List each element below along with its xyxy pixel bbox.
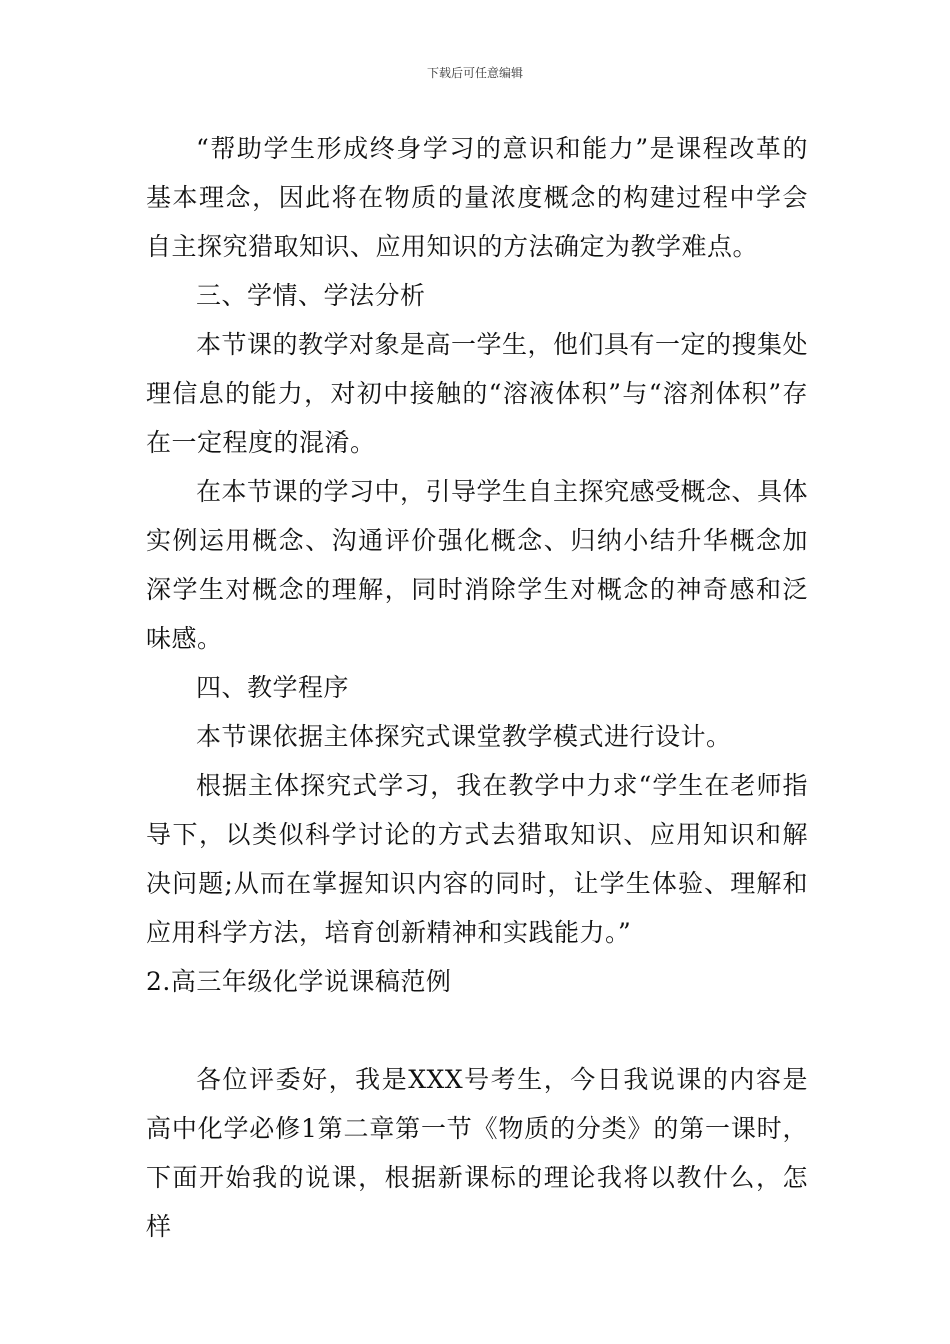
paragraph-design-mode: 本节课依据主体探究式课堂教学模式进行设计。 bbox=[196, 722, 732, 751]
paragraph-students: 本节课的教学对象是高一学生，他们具有一定的搜集处理信息的能力，对初中接触的“溶液体积”与“溶剂体积”存在一定程度的混淆。 bbox=[146, 330, 809, 457]
paragraph-guidance: 在本节课的学习中，引导学生自主探究感受概念、具体实例运用概念、沟通评价强化概念、归纳小结升华概念加深学生对概念的理解，同时消除学生对概念的神奇感和泛味感。 bbox=[146, 477, 809, 653]
section-heading-learning-analysis: 三、学情、学法分析 bbox=[196, 281, 426, 310]
paragraph-opening-speech: 各位评委好，我是XXX号考生，今日我说课的内容是高中化学必修1第二章第一节《物质的分类》的第一课时，下面开始我的说课，根据新课标的理论我将以教什么，怎样 bbox=[146, 1065, 808, 1241]
document-body bbox=[146, 124, 808, 1251]
paragraph-concept-difficulty: “帮助学生形成终身学习的意识和能力”是课程改革的基本理念，因此将在物质的量浓度概念的构建过程中学会自主探究猎取知识、应用知识的方法确定为教学难点。 bbox=[146, 134, 808, 261]
section-title-example-2: 2.高三年级化学说课稿范例 bbox=[146, 967, 452, 996]
blank-line bbox=[146, 1006, 808, 1055]
paragraph-inquiry-learning: 根据主体探究式学习，我在教学中力求“学生在老师指导下，以类似科学讨论的方式去猎取知识、应用知识和解决问题;从而在掌握知识内容的同时，让学生体验、理解和应用科学方法，培育创新精神和实践能力。” bbox=[146, 771, 808, 947]
section-heading-teaching-procedure: 四、教学程序 bbox=[196, 673, 350, 702]
page-header: 下载后可任意编辑 bbox=[426, 66, 523, 80]
